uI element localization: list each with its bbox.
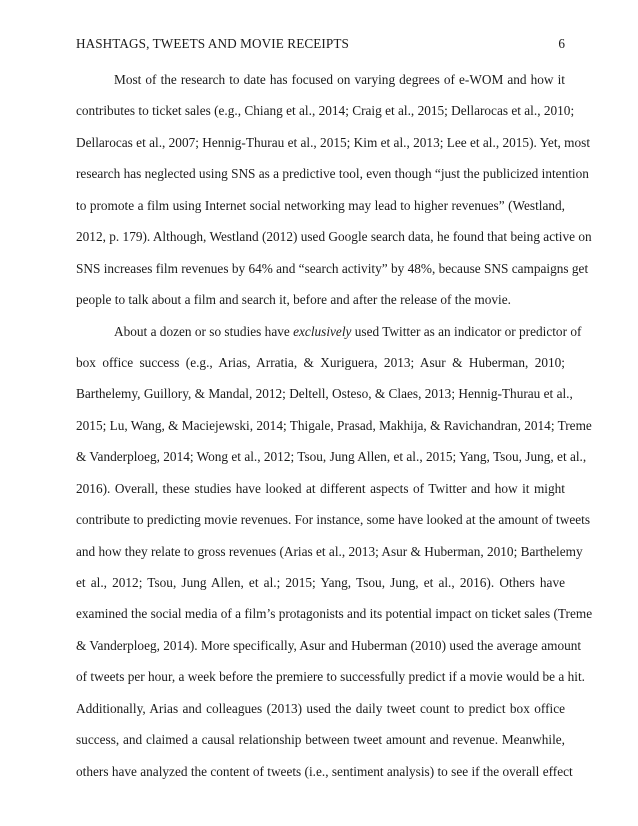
text-line: Barthelemy, Guillory, & Mandal, 2012; Deltell, Osteso, & Claes, 2013; Hennig-Thurau et al., (76, 386, 573, 402)
paragraph-ewom-research (76, 70, 592, 322)
text-line: & Vanderploeg, 2014; Wong et al., 2012; Tsou, Jung Allen, et al., 2015; Yang, Tsou, Jung, et al., (76, 449, 587, 465)
text-line: 2012, p. 179). Although, Westland (2012) used Google search data, he found that being active on (76, 229, 592, 245)
text-line: 2016). Overall, these studies have looked at different aspects of Twitter and how it might (76, 480, 565, 496)
text-run: About a dozen or so studies have (114, 323, 294, 339)
text-line: contributes to ticket sales (e.g., Chiang et al., 2014; Craig et al., 2015; Dellarocas et al., 2010; (76, 103, 575, 119)
body-text (76, 70, 593, 793)
text-line: SNS increases film revenues by 64% and “search activity” by 48%, because SNS campaigns get (76, 260, 589, 276)
text-line: et al., 2012; Tsou, Jung Allen, et al.; 2015; Yang, Tsou, Jung, et al., 2016). Others have (76, 575, 565, 590)
text-line: Most of the research to date has focused on varying degrees of e-WOM and how it (114, 72, 565, 87)
text-run: used Twitter as an indicator or predictor of (351, 323, 582, 339)
emphasis-text: exclusively (293, 323, 352, 339)
text-line: examined the social media of a film’s protagonists and its potential impact on ticket sales (Treme (76, 606, 593, 622)
text-line: to promote a film using Internet social networking may lead to higher revenues” (Westland, (76, 197, 565, 213)
text-line: box office success (e.g., Arias, Arratia, & Xuriguera, 2013; Asur & Huberman, 2010; (76, 354, 565, 370)
text-line: people to talk about a film and search it, before and after the release of the movie. (76, 292, 511, 308)
paragraph-twitter-studies (76, 322, 593, 794)
text-line: and how they relate to gross revenues (Arias et al., 2013; Asur & Huberman, 2010; Barthelemy (76, 543, 583, 559)
text-line: success, and claimed a causal relationship between tweet amount and revenue. Meanwhile, (76, 732, 565, 748)
running-head: HASHTAGS, TWEETS AND MOVIE RECEIPTS (76, 36, 349, 51)
text-line (76, 322, 582, 353)
page-number: 6 (558, 36, 565, 51)
text-line: & Vanderploeg, 2014). More specifically, Asur and Huberman (2010) used the average amount (76, 637, 582, 653)
text-line: Additionally, Arias and colleagues (2013) used the daily tweet count to predict box office (76, 700, 565, 716)
text-line: of tweets per hour, a week before the premiere to successfully predict if a movie would be a hit. (76, 669, 585, 685)
text-line: research has neglected using SNS as a predictive tool, even though “just the publicized intention (76, 166, 589, 182)
text-line: contribute to predicting movie revenues. For instance, some have looked at the amount of tweets (76, 512, 591, 528)
text-line: Dellarocas et al., 2007; Hennig-Thurau et al., 2015; Kim et al., 2013; Lee et al., 2015). Yet, most (76, 134, 591, 150)
text-line: others have analyzed the content of tweets (i.e., sentiment analysis) to see if the overall effect (76, 763, 573, 779)
text-line: 2015; Lu, Wang, & Maciejewski, 2014; Thigale, Prasad, Makhija, & Ravichandran, 2014; Treme (76, 417, 592, 433)
